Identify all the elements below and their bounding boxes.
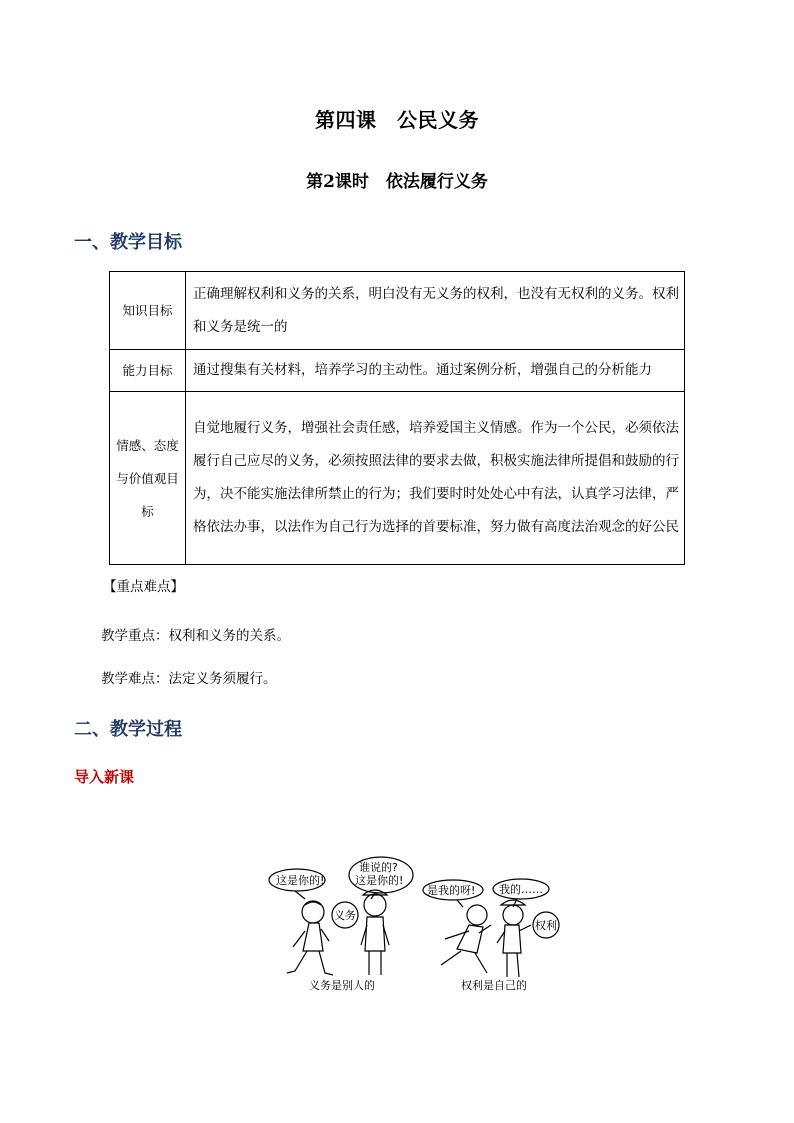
goals-row-ability [110,350,685,392]
section-heading-goals: 一、教学目标 [74,232,182,253]
section-heading-process: 二、教学过程 [74,719,182,740]
speech-left-2a: 谁说的? [359,861,398,874]
rights-ball-label: 权利 [535,919,557,932]
boy-legs-left [287,951,333,975]
boy-head-left-2 [364,894,386,916]
boy-head-right-2 [503,905,523,925]
boy-body-right-2 [503,925,521,953]
speech-left-1: 这是你的! [276,874,325,887]
boy-body-right [457,925,483,953]
caption-left: 义务是别人的 [309,979,375,992]
boy-body-left [303,923,323,951]
bubble-tail-right-1 [457,900,463,907]
caption-right: 权利是自己的 [461,979,527,992]
goals-table [109,271,685,565]
goals-label-knowledge: 知识目标 [110,272,186,350]
key-points-heading: 【重点难点】 [103,579,184,595]
boy-head-right [467,905,487,925]
teaching-difficulty: 教学难点：法定义务须履行。 [101,671,277,687]
page-subtitle: 第2课时 依法履行义务 [306,172,488,192]
boy-arms-right-2 [497,925,531,943]
cartoon-illustration [265,855,565,1000]
goals-row-emotion [110,392,685,565]
boy-legs-right [441,951,487,973]
goals-content-emotion: 自觉地履行义务，增强社会责任感，培养爱国主义情感。作为一个公民，必须依法履行自己应尽的义务，必须按照法律的要求去做，积极实施法律所提倡和鼓励的行为，决不能实施法律所禁止的行为；我们要时时处处心中有法，认真学习法律，严格依法办事，以法作为自己行为选择的首要标准，努力做有高度法治观念的好公民 [186,392,685,565]
boy-legs-right-2 [507,953,519,977]
bubble-tail-left-1 [295,891,305,899]
teaching-focus: 教学重点：权利和义务的关系。 [101,628,290,644]
duty-ball-label: 义务 [334,909,356,922]
goals-label-ability: 能力目标 [110,350,186,392]
goals-row-knowledge [110,272,685,350]
goals-content-knowledge: 正确理解权利和义务的关系，明白没有无义务的权利，也没有无权利的义务。权利和义务是统一的 [186,272,685,350]
page-title: 第四课 公民义务 [315,108,479,132]
speech-right-1: 是我的呀! [427,884,476,897]
boy-body-left-2 [365,917,385,951]
speech-right-2: 我的…… [499,883,543,896]
boy-cap-right [501,900,525,905]
intro-heading: 导入新课 [74,768,135,786]
goals-label-emotion: 情感、态度与价值观目标 [110,392,186,565]
speech-left-2b: 这是你的! [355,874,404,887]
boy-arms-left [293,929,329,947]
goals-content-ability: 通过搜集有关材料，培养学习的主动性。通过案例分析，增强自己的分析能力 [186,350,685,392]
boy-legs-left-2 [369,951,381,975]
